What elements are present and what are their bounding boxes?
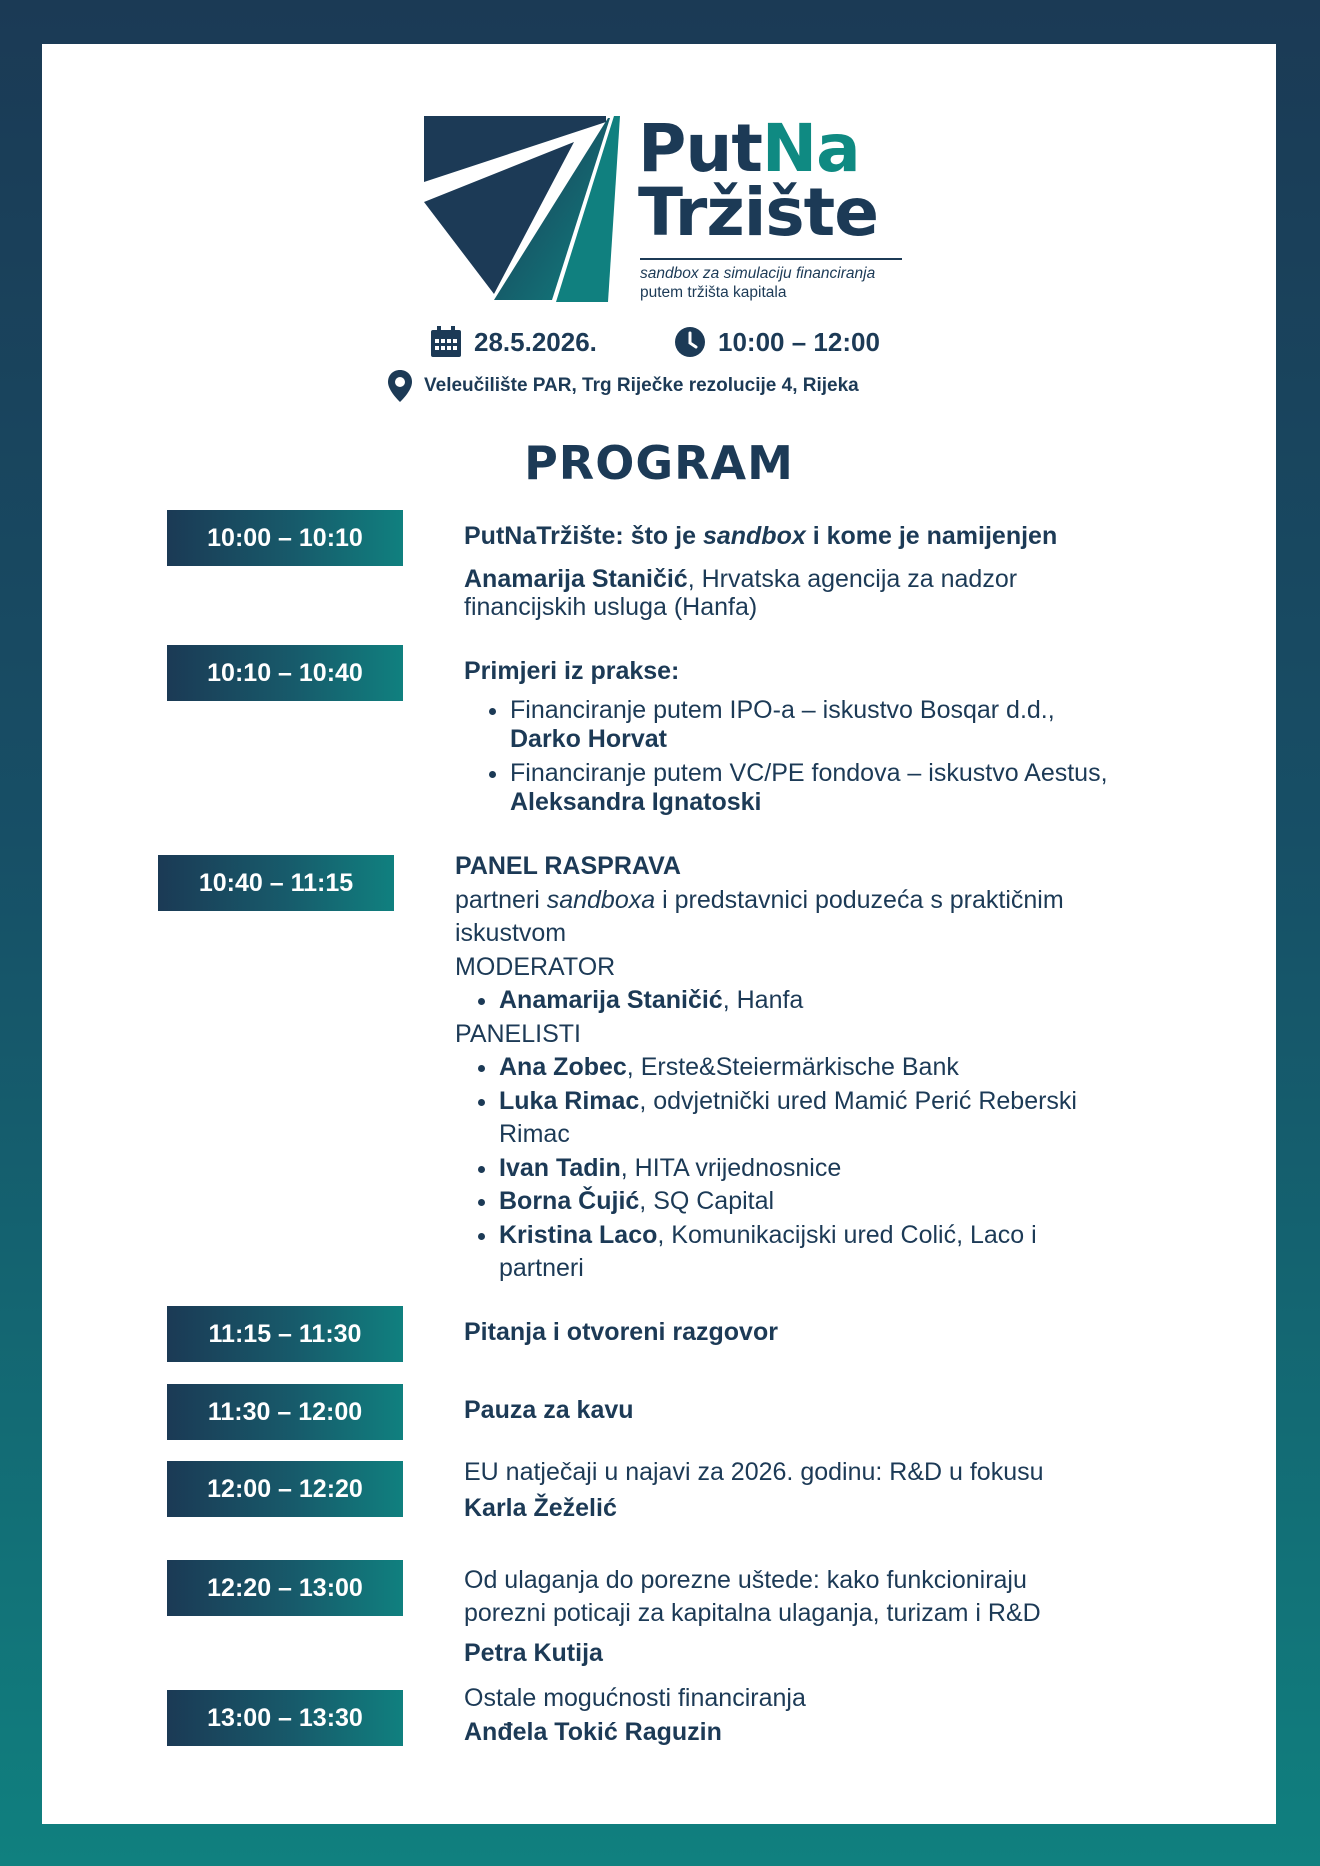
logo-mark-icon	[424, 116, 630, 306]
list-item: • Borna Čujić, SQ Capital	[499, 1185, 1077, 1219]
time-badge: 12:20 – 13:00	[167, 1560, 403, 1616]
calendar-icon	[430, 326, 462, 358]
list-item: • Ivan Tadin, HITA vrijednosnice	[499, 1152, 1077, 1186]
session-title: PutNaTržište: što je sandbox i kome je namijenjen	[464, 522, 1058, 550]
session-item	[464, 1458, 1044, 1523]
session-title: Pauza za kavu	[464, 1396, 634, 1424]
event-location	[388, 370, 859, 402]
panelists-label: PANELISTI	[455, 1019, 581, 1048]
logo-word-putna: PutNa	[638, 110, 860, 187]
list-item: • Financiranje putem IPO-a – iskustvo Bosqar d.d., Darko Horvat	[510, 696, 1108, 754]
event-location-text: Veleučilište PAR, Trg Riječke rezolucije 4, Rijeka	[424, 375, 859, 396]
list-item: • Ana Zobec, Erste&Steiermärkische Bank	[499, 1051, 1077, 1085]
time-badge: 10:00 – 10:10	[167, 510, 403, 566]
time-badge: 10:40 – 11:15	[158, 855, 394, 911]
event-date-text: 28.5.2026.	[474, 326, 597, 357]
program-title: PROGRAM	[524, 436, 794, 490]
session-title: EU natječaji u najavi za 2026. godinu: R&D u fokusu	[464, 1458, 1044, 1486]
session-title: Pitanja i otvoreni razgovor	[464, 1318, 778, 1346]
session-title: PANEL RASPRAVA	[455, 852, 681, 880]
clock-icon	[674, 326, 706, 358]
session-item	[455, 850, 1077, 1286]
logo-tagline: sandbox za simulaciju financiranja putem tržišta kapitala	[640, 265, 876, 301]
session-bullets	[464, 696, 1108, 817]
event-date	[430, 326, 597, 358]
session-speaker: Anđela Tokić Raguzin	[464, 1718, 722, 1746]
time-badge: 10:10 – 10:40	[167, 645, 403, 701]
session-item	[464, 1684, 806, 1747]
session-speaker: Petra Kutija	[464, 1639, 603, 1667]
list-item: • Anamarija Staničić, Hanfa	[499, 984, 1077, 1018]
event-time	[674, 326, 880, 358]
logo-word-trziste: Tržište	[638, 174, 878, 251]
list-item: • Kristina Laco, Komunikacijski ured Colić, Laco i partneri	[499, 1219, 1077, 1286]
session-item	[464, 1564, 1041, 1668]
program-sheet	[42, 44, 1276, 1824]
list-item: • Luka Rimac, odvjetnički ured Mamić Perić Reberski Rimac	[499, 1085, 1077, 1152]
event-time-text: 10:00 – 12:00	[718, 326, 880, 357]
time-badge: 11:30 – 12:00	[167, 1384, 403, 1440]
session-item	[464, 657, 1108, 822]
time-badge: 13:00 – 13:30	[167, 1690, 403, 1746]
moderator-list	[455, 984, 1077, 1018]
session-title: Ostale mogućnosti financiranja	[464, 1684, 806, 1712]
session-item	[464, 1396, 634, 1425]
session-speaker: Karla Žeželić	[464, 1494, 617, 1522]
location-pin-icon	[388, 370, 412, 402]
time-badge: 11:15 – 11:30	[167, 1306, 403, 1362]
session-title: Od ulaganja do porezne uštede: kako funkcioniraju porezni poticaji za kapitalna ulaganja, turizam i R&D	[464, 1566, 1041, 1627]
moderator-label: MODERATOR	[455, 952, 616, 981]
logo-divider	[640, 258, 902, 260]
panelists-list	[455, 1051, 1077, 1286]
panel-description: partneri sandboxa i predstavnici poduzeća s praktičnim iskustvom	[455, 885, 1064, 947]
putnatrziste-logo	[424, 110, 904, 306]
session-item	[464, 1318, 778, 1347]
session-item	[464, 522, 1057, 621]
time-badge: 12:00 – 12:20	[167, 1461, 403, 1517]
session-title: Primjeri iz prakse:	[464, 657, 680, 685]
session-speaker: Anamarija Staničić, Hrvatska agencija za nadzor financijskih usluga (Hanfa)	[464, 565, 1018, 621]
list-item: • Financiranje putem VC/PE fondova – iskustvo Aestus, Aleksandra Ignatoski	[510, 759, 1108, 817]
